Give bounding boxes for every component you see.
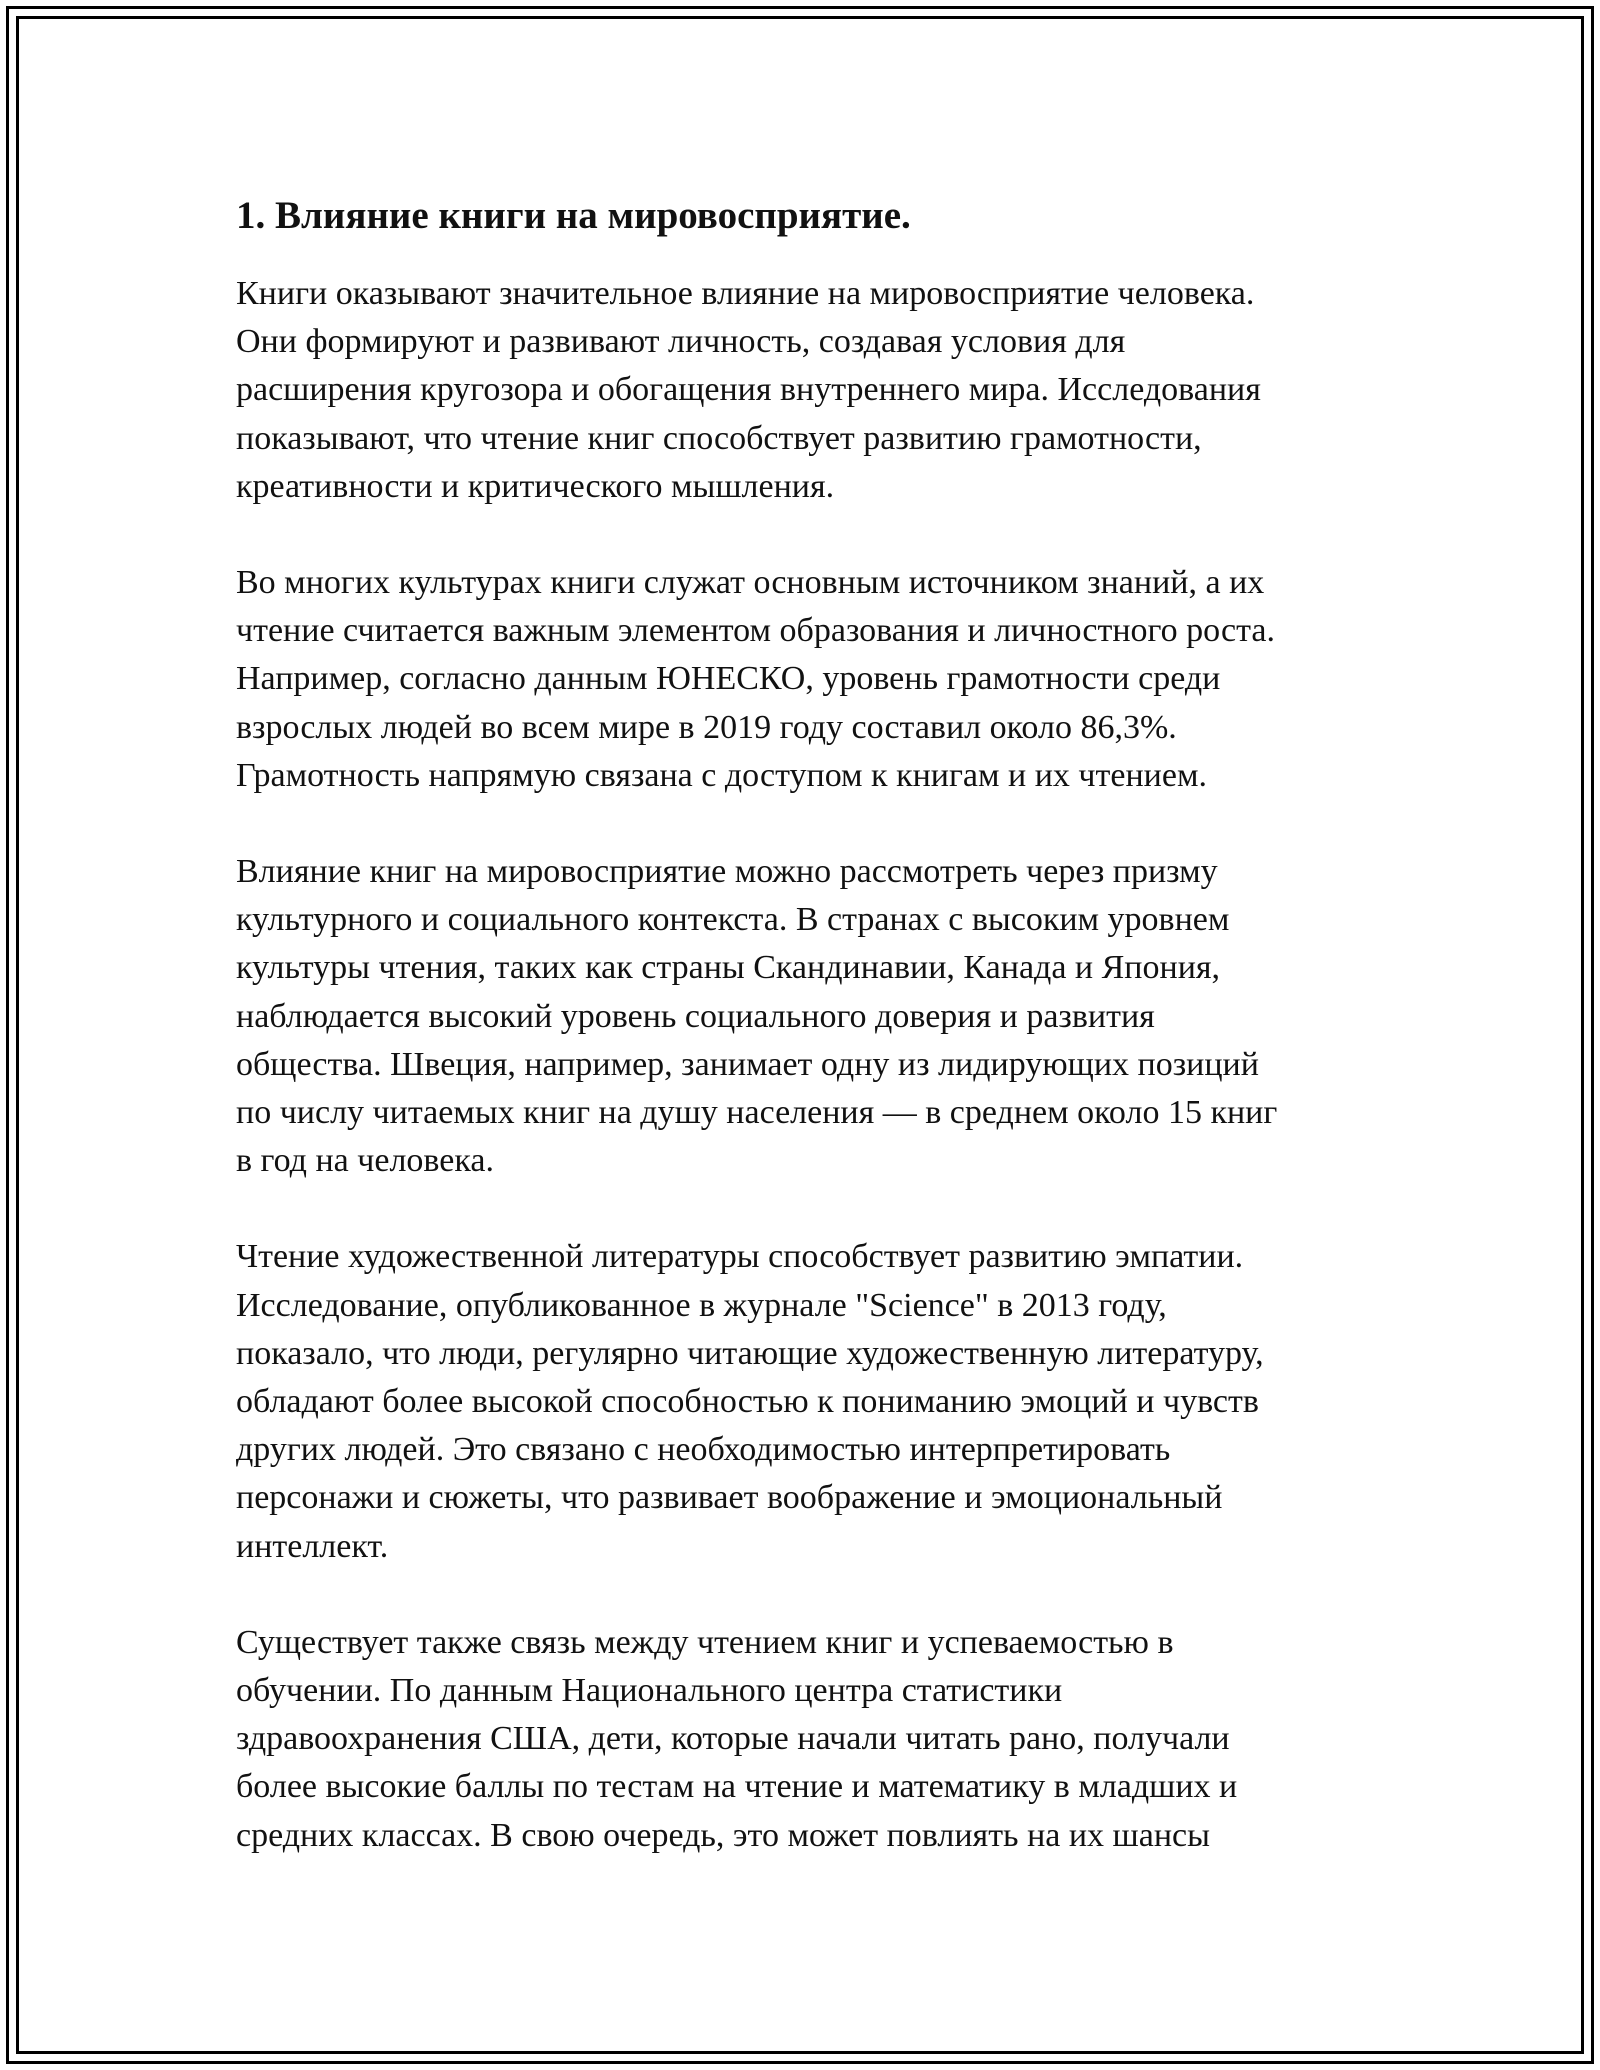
text-line: показывают, что чтение книг способствует развитию грамотности, <box>236 419 1202 457</box>
text-line: интеллект. <box>236 1527 389 1565</box>
text-line: обладают более высокой способностью к пониманию эмоций и чувств <box>236 1383 1259 1421</box>
text-line: взрослых людей во всем мире в 2019 году составил около 86,3%. <box>236 708 1177 746</box>
text-line: расширения кругозора и обогащения внутреннего мира. Исследования <box>236 371 1261 409</box>
text-line: Во многих культурах книги служат основным источником знаний, а их <box>236 564 1265 602</box>
text-line: Например, согласно данным ЮНЕСКО, уровень грамотности среди <box>236 660 1221 698</box>
text-line: Чтение художественной литературы способствует развитию эмпатии. <box>236 1238 1244 1276</box>
paragraph-3 <box>236 848 1376 1185</box>
text-line: наблюдается высокий уровень социального доверия и развития <box>236 997 1155 1035</box>
text-line: в год на человека. <box>236 1142 494 1180</box>
text-line: других людей. Это связано с необходимостью интерпретировать <box>236 1431 1171 1469</box>
text-line: Книги оказывают значительное влияние на мировосприятие человека. <box>236 275 1255 312</box>
paragraph-5 <box>236 1619 1376 1860</box>
text-line: Влияние книг на мировосприятие можно рассмотреть через призму <box>236 853 1218 891</box>
text-line: обучении. По данным Национального центра статистики <box>236 1672 1063 1710</box>
text-line: персонажи и сюжеты, что развивает воображение и эмоциональный <box>236 1479 1223 1517</box>
text-line: креативности и критического мышления. <box>236 467 835 505</box>
text-line: общества. Швеция, например, занимает одну из лидирующих позиций <box>236 1045 1259 1083</box>
text-line: культуры чтения, таких как страны Скандинавии, Канада и Япония, <box>236 949 1221 987</box>
text-line: Грамотность напрямую связана с доступом к книгам и их чтением. <box>236 756 1207 794</box>
text-line: более высокие баллы по тестам на чтение и математику в младших и <box>236 1768 1238 1806</box>
text-line: Исследование, опубликованное в журнале "Science" в 2013 году, <box>236 1286 1167 1324</box>
document-page <box>236 188 1376 1908</box>
text-line: здравоохранения США, дети, которые начали читать рано, получали <box>236 1720 1230 1758</box>
text-line: культурного и социального контекста. В странах с высоким уровнем <box>236 901 1230 939</box>
text-line: средних классах. В свою очередь, это может повлиять на их шансы <box>236 1816 1210 1854</box>
paragraph-4 <box>236 1233 1376 1570</box>
text-line: Они формируют и развивают личность, создавая условия для <box>236 323 1126 361</box>
paragraph-2 <box>236 559 1376 800</box>
paragraph-1 <box>236 270 1376 511</box>
text-line: Существует также связь между чтением книг и успеваемостью в <box>236 1623 1174 1661</box>
text-line: показало, что люди, регулярно читающие художественную литературу, <box>236 1334 1264 1372</box>
section-heading: 1. Влияние книги на мировосприятие. <box>236 194 911 237</box>
text-line: чтение считается важным элементом образования и личностного роста. <box>236 612 1275 650</box>
text-line: по числу читаемых книг на душу населения — в среднем около 15 книг <box>236 1094 1278 1132</box>
